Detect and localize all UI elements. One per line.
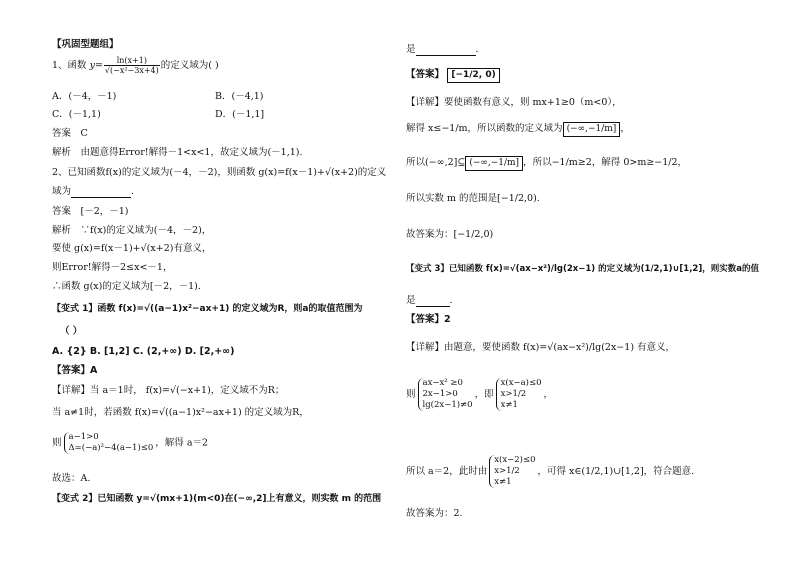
v3-sys-b-row-3: x≠1 [500,400,518,410]
v2-answer-label: 【答案】 [406,69,445,80]
v2-detail-2: 解得 x≤−1/m，所以函数的定义域为 (−∞,−1/m] ， [406,122,630,137]
v1-sys-row-1: a−1>0 [68,432,99,442]
q2-analysis-1: 解析 ∵f(x)的定义域为(－4，－2)， [52,225,212,236]
variant-3-title: 【变式 3】已知函数 f(x)=√(ax−x²)/lg(2x−1) 的定义域为(1/2,1)∪[1,2]，则实数a的值 [406,264,759,274]
q2-analysis-2: 要使 g(x)=f(x－1)+√(x+2)有意义， [52,243,212,254]
q1-option-a: A．(－4，－1) [52,91,117,102]
v2-d3-mid: ，所以−1/m≥2，解得 0>m≥−1/2， [523,157,688,168]
variant-3-detail-1: 【详解】由题意，要使函数 f(x)=√(ax−x²)/lg(2x−1) 有意义， [406,342,676,353]
v3-ji: ，即 [474,389,494,400]
v3-sys-a-row-1: ax−x² ≥0 [422,378,463,388]
v3-sys-c-row-1: x(x−2)≤0 [494,455,536,465]
q2-line1: 2、已知函数f(x)的定义域为(－4，－2)，则函数 g(x)=f(x－1)+√(x+2)的定义 [52,167,387,178]
v3-then: 则 [406,389,416,400]
variant-2-title: 【变式 2】已知函数 y=√(mx+1)(m<0)在(−∞,2]上有意义，则实数 m 的范围 [52,494,382,504]
q2-blank [71,187,131,198]
v3-d3-pre: 所以 a＝2，此时由 [406,466,488,477]
variant-1-options: A. {2} B. [1,2] C. (2,+∞) D. [2,+∞) [52,346,235,357]
q1-numerator: ln(x+1) [104,56,160,66]
v3-sys-a-row-3: lg(2x−1)≠0 [422,400,473,410]
v2-d3-set: (−∞,−1/m] [465,156,523,171]
v2-answer-box: [−1/2, 0) [447,68,499,83]
variant-3-cont: 是 . [406,295,453,306]
v2-detail-5: 故答案为：[−1/2,0) [406,229,494,240]
variant-1-answer: 【答案】A [52,365,98,376]
v1-sys-row-2: Δ=(−a)²−4(a−1)≤0 [68,443,154,453]
v3-system-a [418,378,473,411]
v2-blank [416,45,476,56]
variant-1-detail-3 [52,432,208,454]
q1-analysis: 解析 由题意得Error!解得－1<x<1，故定义域为(－1,1). [52,147,303,158]
v3-cont-text: 是 [406,295,416,306]
v2-detail-3 [406,156,687,171]
variant-3-final: 故答案为：2. [406,508,463,519]
q2-line2: 域为 . [52,186,135,197]
q1-denominator: √(−x²−3x+4) [104,66,159,75]
variant-1-title: 【变式 1】函数 f(x)=√((a−1)x²−ax+1) 的定义域为R，则a的取值范围为 [52,304,363,314]
v2-cont-end: . [475,44,479,55]
q1-func-y: y= [89,60,103,71]
v1-then: 则 [52,437,62,449]
v1-system [64,432,154,454]
v2-d3-pre: 所以(−∞,2]⊆ [406,157,466,168]
q1-option-b: B．(－4,1) [215,91,264,102]
v3-sys-c-row-3: x≠1 [494,477,512,487]
v3-sys-b-row-2: x>1/2 [500,389,527,399]
v3-sys-b-row-1: x(x−a)≤0 [500,378,542,388]
variant-3-detail-2: 则 ax−x² ≥0 2x−1>0 lg(2x−1)≠0 ，即 x(x−a)≤0 x>1/2 x≠1 ， [406,378,554,410]
v3-sys-c-row-2: x>1/2 [494,466,520,476]
variant-3-detail-3 [406,455,694,488]
v3-system-b [496,378,542,411]
q1-option-d: D．(－1,1] [215,109,265,120]
v2-answer [406,68,500,83]
variant-1-detail-1: 【详解】当 a＝1时， f(x)=√(−x+1)，定义域不为R； [52,385,285,396]
variant-1-paren: （ ） [60,326,83,337]
v3-sys-a-row-2: 2x−1>0 [422,389,458,399]
variant-3-answer: 【答案】2 [406,314,451,325]
q1-prefix: 1、函数 [52,60,87,71]
v2-cont-text: 是 [406,44,416,55]
q1-answer: 答案 C [52,128,88,139]
q2-analysis-4: ∴函数 g(x)的定义域为[－2，－1). [52,281,201,292]
q2-answer: 答案 [－2，－1) [52,206,129,217]
v2-continuation [406,43,479,56]
v2-detail-1: 【详解】要使函数有意义，则 mx+1≥0（m<0）， [406,97,622,108]
q1-suffix: 的定义域为( ) [160,60,219,71]
q2-analysis-3: 则Error!解得－2≤x<－1， [52,262,173,273]
v3-system-c [489,455,535,488]
v3-d3-post: ，可得 x∈(1/2,1)∪[1,2]，符合题意. [537,466,695,477]
v2-d2-text: 解得 x≤−1/m，所以函数的定义域为 [406,123,563,134]
v3-blank [416,296,450,307]
v2-d2-set: (−∞,−1/m] [563,122,621,137]
v2-detail-4: 所以实数 m 的范围是[−1/2,0). [406,193,540,204]
v1-solve: ，解得 a＝2 [155,437,209,449]
section-header: 【巩固型题组】 [52,39,119,50]
question-1 [52,56,219,75]
q2-line2-text: 域为 [52,186,72,197]
variant-1-choose: 故选：A. [52,473,91,484]
q1-fraction [104,56,160,75]
q1-option-c: C．(－1,1) [52,109,101,120]
variant-1-detail-2: 当 a≠1时，若函数 f(x)=√((a−1)x²−ax+1) 的定义域为R， [52,407,309,418]
